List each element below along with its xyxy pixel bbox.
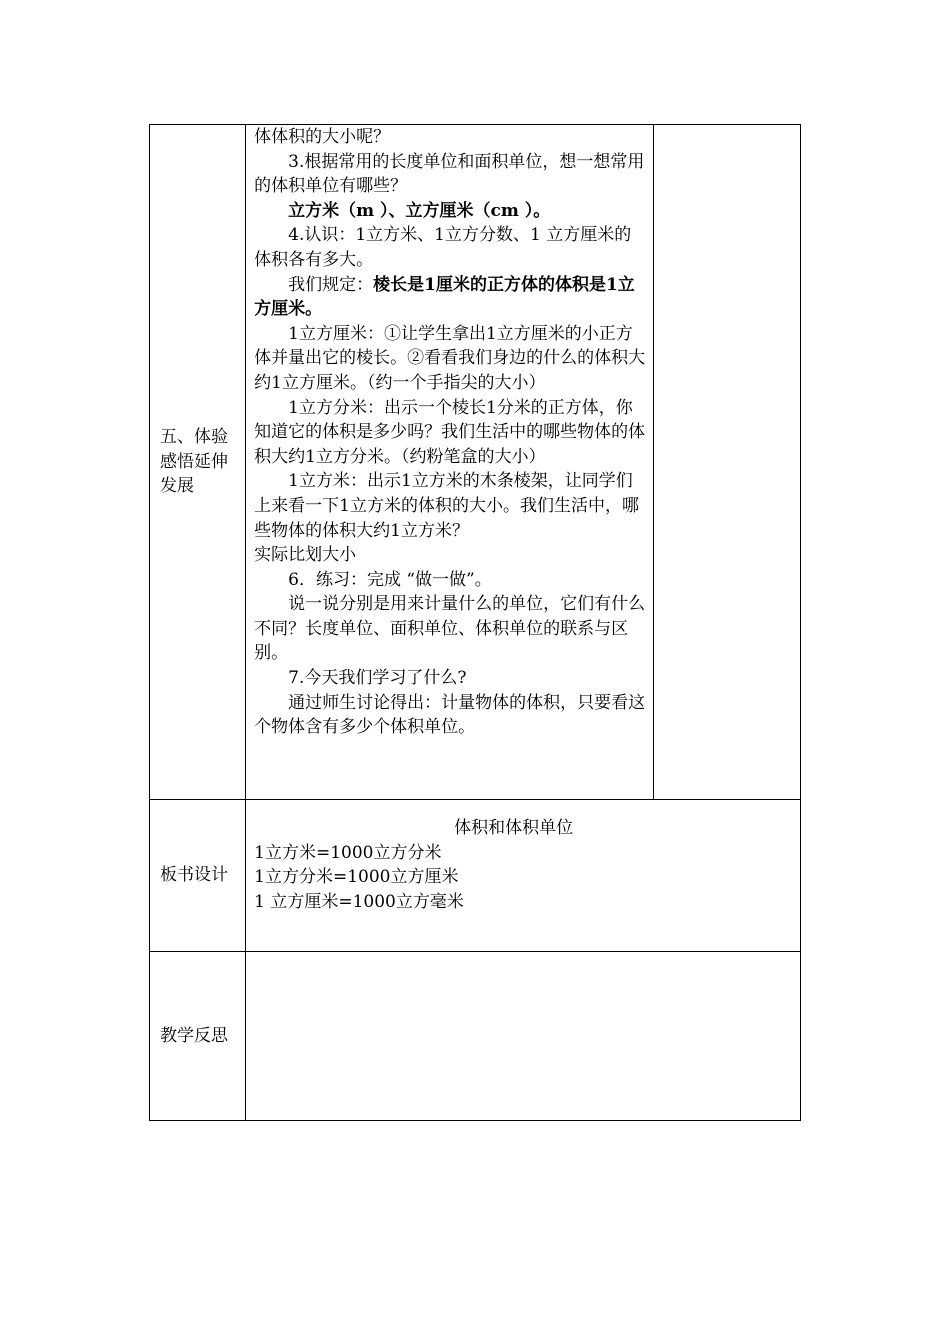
- rule-statement: [254, 273, 647, 322]
- board-line: 1立方米=1000立方分米: [254, 842, 442, 863]
- content-line: 通过师生讨论得出：计量物体的体积，只要看这个物体含有多少个体积单位。: [254, 692, 646, 738]
- content-line: 体体积的大小呢？: [254, 127, 391, 147]
- content-line: 实际比划大小: [254, 545, 357, 566]
- rule-definition: 棱长是1厘米的正方体的体积是1立方厘米。: [254, 274, 635, 320]
- content-line: 1立方米：出示1立方米的木条棱架，让同学们上来看一下1立方米的体积的大小。我们生活中，哪些物体的体积大约1立方米？: [254, 471, 639, 541]
- board-line: 1 立方厘米=1000立方毫米: [254, 891, 464, 912]
- row-label-board-design: 板书设计: [150, 800, 246, 952]
- table-row-reflection: [150, 952, 801, 1121]
- row-label-extension: 五、体验感悟延伸发展: [150, 125, 246, 800]
- notes-cell: [653, 125, 800, 800]
- content-line: 4.认识：1立方米、1立方分数、1 立方厘米的体积各有多大。: [254, 225, 632, 270]
- reflection-content: [246, 952, 801, 1121]
- board-line: 1立方分米=1000立方厘米: [254, 867, 459, 888]
- board-title: 体积和体积单位: [454, 818, 574, 838]
- content-line: 1立方分米：出示一个棱长1分米的正方体，你知道它的体积是多少吗？我们生活中的哪些物体的体积大约1立方分米。（约粉笔盒的大小）: [254, 397, 646, 467]
- board-design-content: [246, 800, 801, 952]
- rule-prefix: 我们规定：: [288, 274, 374, 295]
- content-line: 立方米（m ）、立方厘米（cm ）。: [288, 200, 551, 221]
- content-line: 3.根据常用的长度单位和面积单位，想一想常用的体积单位有哪些？: [254, 151, 645, 197]
- row-label-reflection: 教学反思: [150, 952, 246, 1121]
- table-row-board-design: [150, 800, 801, 952]
- content-line: 7.今天我们学习了什么?: [288, 668, 467, 689]
- content-line: 1立方厘米：①让学生拿出1立方厘米的小正方体并量出它的棱长。②看看我们身边的什么的体积大约1立方厘米。（约一个手指尖的大小）: [254, 323, 646, 393]
- content-line: 6．练习：完成 “做一做”。: [288, 569, 492, 590]
- table-row-extension: [150, 125, 801, 800]
- extension-content: [246, 125, 654, 800]
- content-line: 说一说分别是用来计量什么的单位，它们有什么不同？长度单位、面积单位、体积单位的联系与区别。: [254, 594, 646, 664]
- lesson-plan-table: [149, 124, 801, 1121]
